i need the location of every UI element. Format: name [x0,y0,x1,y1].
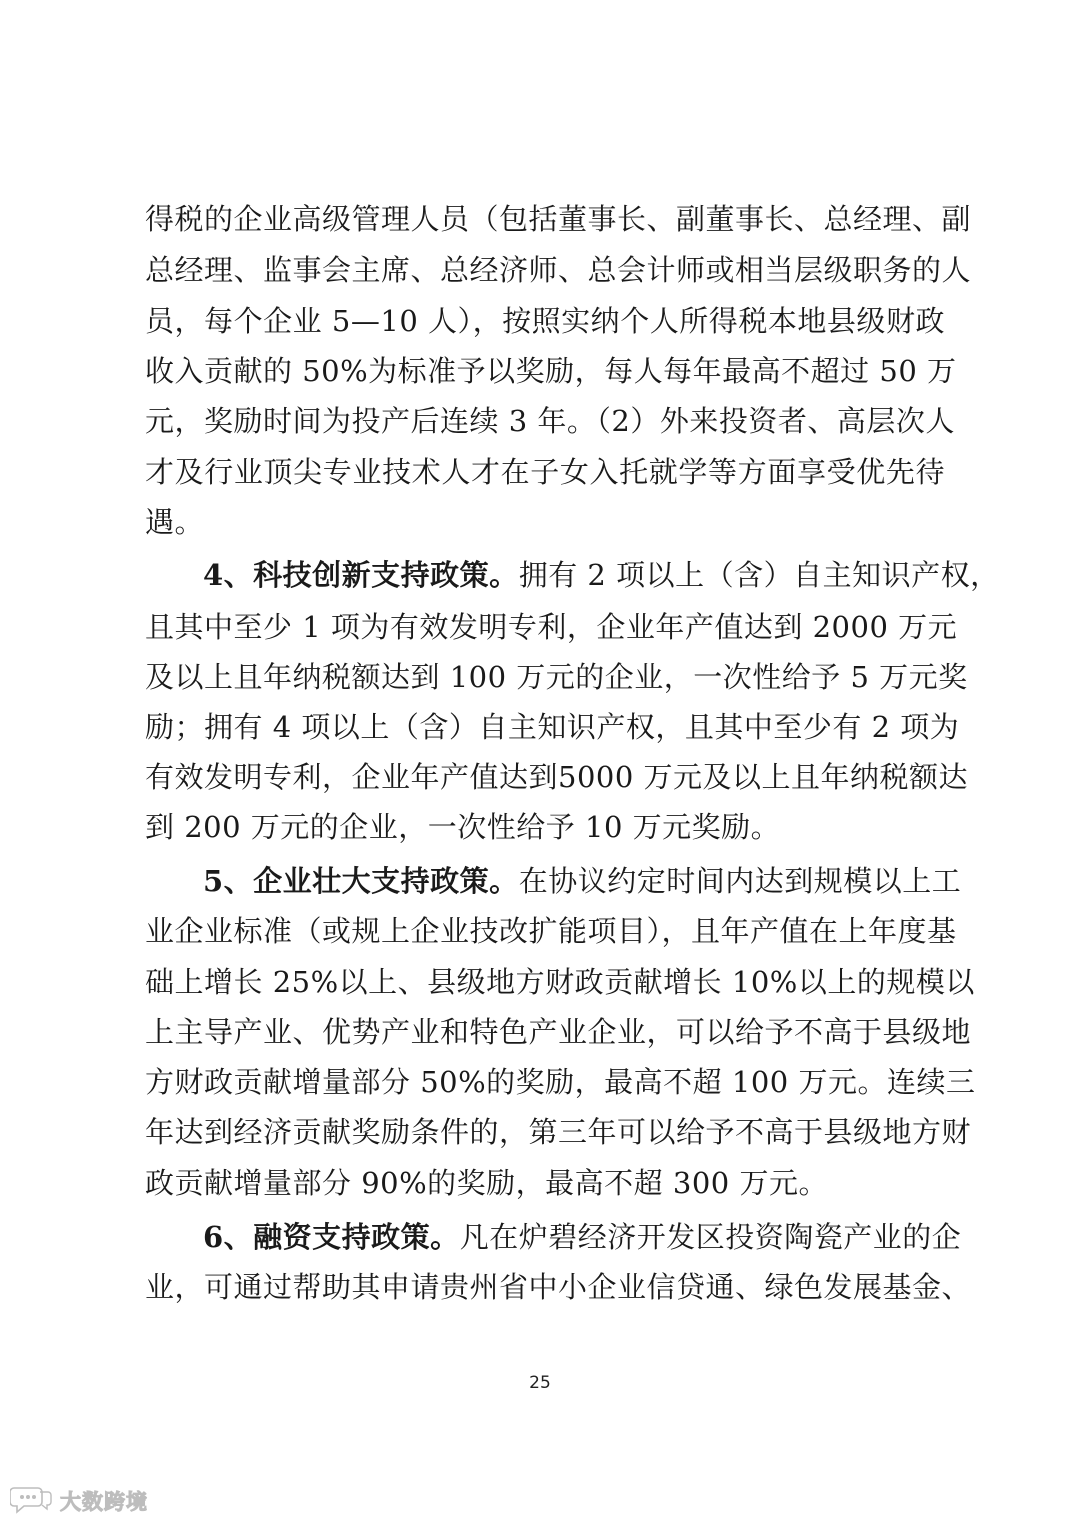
paragraph-line: 收入贡献的 50%为标准予以奖励，每人每年最高不超过 50 万 [145,354,957,388]
paragraph-line: 到 200 万元的企业，一次性给予 10 万元奖励。 [145,810,781,844]
page-number: 25 [529,1373,551,1393]
section-5-first-line-text: 在协议约定时间内达到规模以上工 [518,864,962,898]
section-5-first-line [203,855,962,907]
paragraph-line: 员，每个企业 5—10 人），按照实纳个人所得税本地县级财政 [145,304,945,338]
paragraph-line: 年达到经济贡献奖励条件的，第三年可以给予不高于县级地方财 [145,1115,972,1149]
paragraph-line: 及以上且年纳税额达到 100 万元的企业，一次性给予 5 万元奖 [145,660,968,694]
paragraph-line: 业，可通过帮助其申请贵州省中小企业信贷通、绿色发展基金、 [145,1270,972,1304]
paragraph-line: 总经理、监事会主席、总经济师、总会计师或相当层级职务的人 [145,253,972,287]
paragraph-line: 方财政贡献增量部分 50%的奖励，最高不超 100 万元。连续三 [145,1065,976,1099]
section-5-heading: 5、企业壮大支持政策。 [203,864,519,898]
section-4-first-line-text: 拥有 2 项以上（含）自主知识产权， [518,558,1000,592]
paragraph-line: 励；拥有 4 项以上（含）自主知识产权，且其中至少有 2 项为 [145,710,960,744]
paragraph-line: 且其中至少 1 项为有效发明专利，企业年产值达到 2000 万元 [145,610,958,644]
paragraph-line: 业企业标准（或规上企业技改扩能项目），且年产值在上年度基 [145,914,957,948]
paragraph-line: 政贡献增量部分 90%的奖励，最高不超 300 万元。 [145,1166,828,1200]
section-4-first-line [203,549,1000,601]
paragraph-line: 有效发明专利，企业年产值达到5000 万元及以上且年纳税额达 [145,760,969,794]
section-4-heading: 4、科技创新支持政策。 [203,558,519,592]
paragraph-line: 元，奖励时间为投产后连续 3 年。（2）外来投资者、高层次人 [145,404,955,438]
paragraph-line: 上主导产业、优势产业和特色产业企业，可以给予不高于县级地 [145,1015,972,1049]
watermark-text: 大数跨境 [60,1490,148,1514]
paragraph-line: 才及行业顶尖专业技术人才在子女入托就学等方面享受优先待 [145,455,945,489]
paragraph-line: 得税的企业高级管理人员（包括董事长、副董事长、总经理、副 [145,202,972,236]
section-6-heading: 6、融资支持政策。 [203,1220,460,1254]
paragraph-line: 础上增长 25%以上、县级地方财政贡献增长 10%以上的规模以 [145,965,975,999]
section-6-first-line-text: 凡在炉碧经济开发区投资陶瓷产业的企 [459,1220,962,1254]
watermark [10,1483,148,1519]
paragraph-line: 遇。 [145,505,205,539]
chat-bubble-logo-icon [10,1484,54,1518]
section-6-first-line [203,1211,962,1263]
